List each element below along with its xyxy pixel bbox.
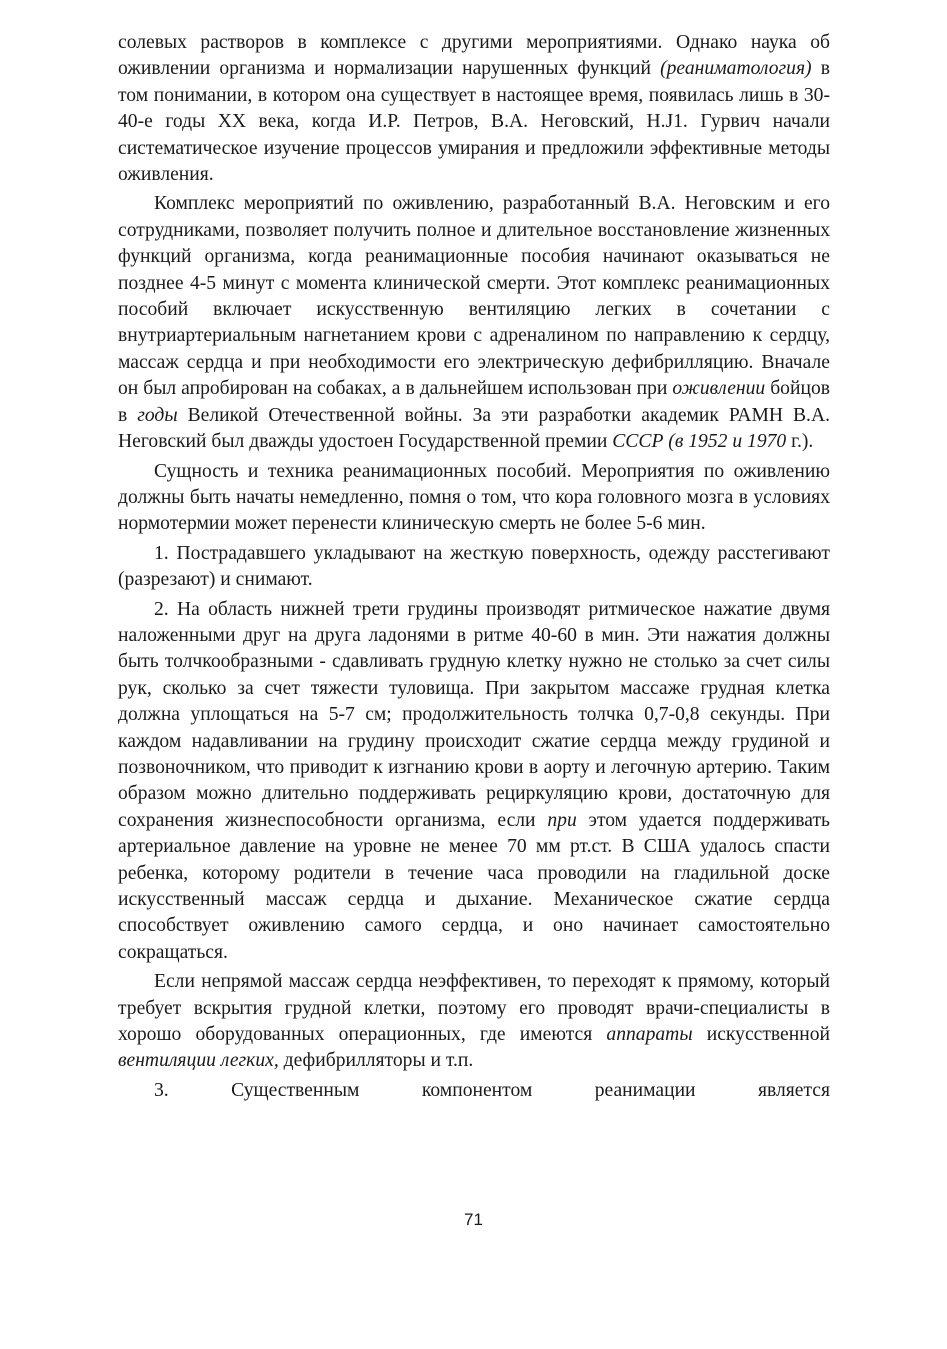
text-run: Сущность и техника реанимационных пособий. Мероприятия по оживлению должны быть начаты немедленно, помня о том, что кора головного мозга в условиях нормотермии может перенести клиническую смерть не более 5-6 мин. — [118, 460, 830, 535]
text-run: 1. Пострадавшего укладывают на жесткую поверхность, одежду расстегивают (разрезают) и снимают. — [118, 542, 830, 591]
italic-text-run: аппараты — [606, 1024, 693, 1046]
text-run: 3. Существенным компонентом реанимации является — [154, 1079, 830, 1101]
text-run: этом удается поддерживать артериальное давление на уровне не менее 70 мм рт.ст. В США удалось спасти ребенка, которому родители в течение часа проводили на гладильной доске искусственный массаж сердца и дыхание. Механическое сжатие сердца способствует оживлению самого сердца, и оно начинает самостоятельно сокращаться. — [118, 809, 830, 963]
text-run: бойцов в — [118, 378, 831, 426]
text-run: дефибрилляторы и т.п. — [278, 1050, 474, 1072]
text-run: Великой Отечественной войны. За эти разработки академик РАМН В.А. Неговский был дважды удостоен Государственной премии — [118, 404, 831, 453]
paragraph-3 — [118, 541, 830, 594]
italic-text-run: оживлении — [672, 378, 766, 400]
page-body — [118, 30, 830, 1107]
text-run: искусственной — [692, 1024, 831, 1046]
paragraph-0 — [118, 30, 830, 188]
paragraph-5 — [118, 969, 830, 1075]
paragraph-4 — [118, 597, 830, 967]
italic-text-run: (реаниматология) — [660, 58, 812, 80]
page-number: 71 — [464, 1210, 483, 1229]
italic-text-run: годы — [137, 404, 178, 426]
italic-text-run: вентиляции легких, — [118, 1050, 279, 1072]
paragraph-2 — [118, 459, 830, 538]
text-run: Комплекс мероприятий по оживлению, разработанный В.А. Неговским и его сотрудниками, позволяет получить полное и длительное восстановление жизненных функций организма, когда реанимационные пособия начинают оказываться не позднее 4-5 минут с момента клинической смерти. Этот комплекс реанимационных пособий включает искусственную вентиляцию легких в сочетании с внутриартериальным нагнетанием крови с адреналином по направлению к сердцу, массаж сердца и при необходимости его электрическую дефибрилляцию. Вначале он был апробирован на собаках, а в дальнейшем использован при — [118, 193, 830, 400]
text-run: в том понимании, в котором она существует в настоящее время, появилась лишь в 30-40-е годы XX века, когда И.Р. Петров, В.А. Неговский, Н.J1. Гурвич начали систематическое изучение процессов умирания и предложили эффективные методы оживления. — [118, 58, 830, 186]
text-run: солевых растворов в комплексе с другими мероприятиями. Однако наука об оживлении организма и нормализации нарушенных функций — [118, 32, 830, 80]
italic-text-run: СССР (в 1952 и 1970 — [612, 431, 787, 453]
paragraph-6 — [118, 1078, 830, 1104]
italic-text-run: при — [547, 809, 577, 831]
text-run: Если непрямой массаж сердца неэффективен, то переходят к прямому, который требует вскрытия грудной клетки, поэтому его проводят врачи-специалисты в хорошо оборудованных операционных, где имеются — [118, 971, 830, 1046]
text-run: г.). — [786, 431, 814, 453]
text-run: 2. На область нижней трети грудины производят ритмическое нажатие двумя наложенными друг на друга ладонями в ритме 40-60 в мин. Эти нажатия должны быть толчкообразными - сдавливать грудную клетку нужно не столько за счет силы рук, сколько за счет тяжести туловища. При закрытом массаже грудная клетка должна уплощаться на 5-7 см; продолжительность толчка 0,7-0,8 секунды. При каждом надавливании на грудину происходит сжатие сердца между грудиной и позвоночником, что приводит к изгнанию крови в аорту и легочную артерию. Таким образом можно длительно поддерживать рециркуляцию крови, достаточную для сохранения жизнеспособности организма, если — [118, 598, 830, 831]
paragraph-1 — [118, 191, 830, 455]
